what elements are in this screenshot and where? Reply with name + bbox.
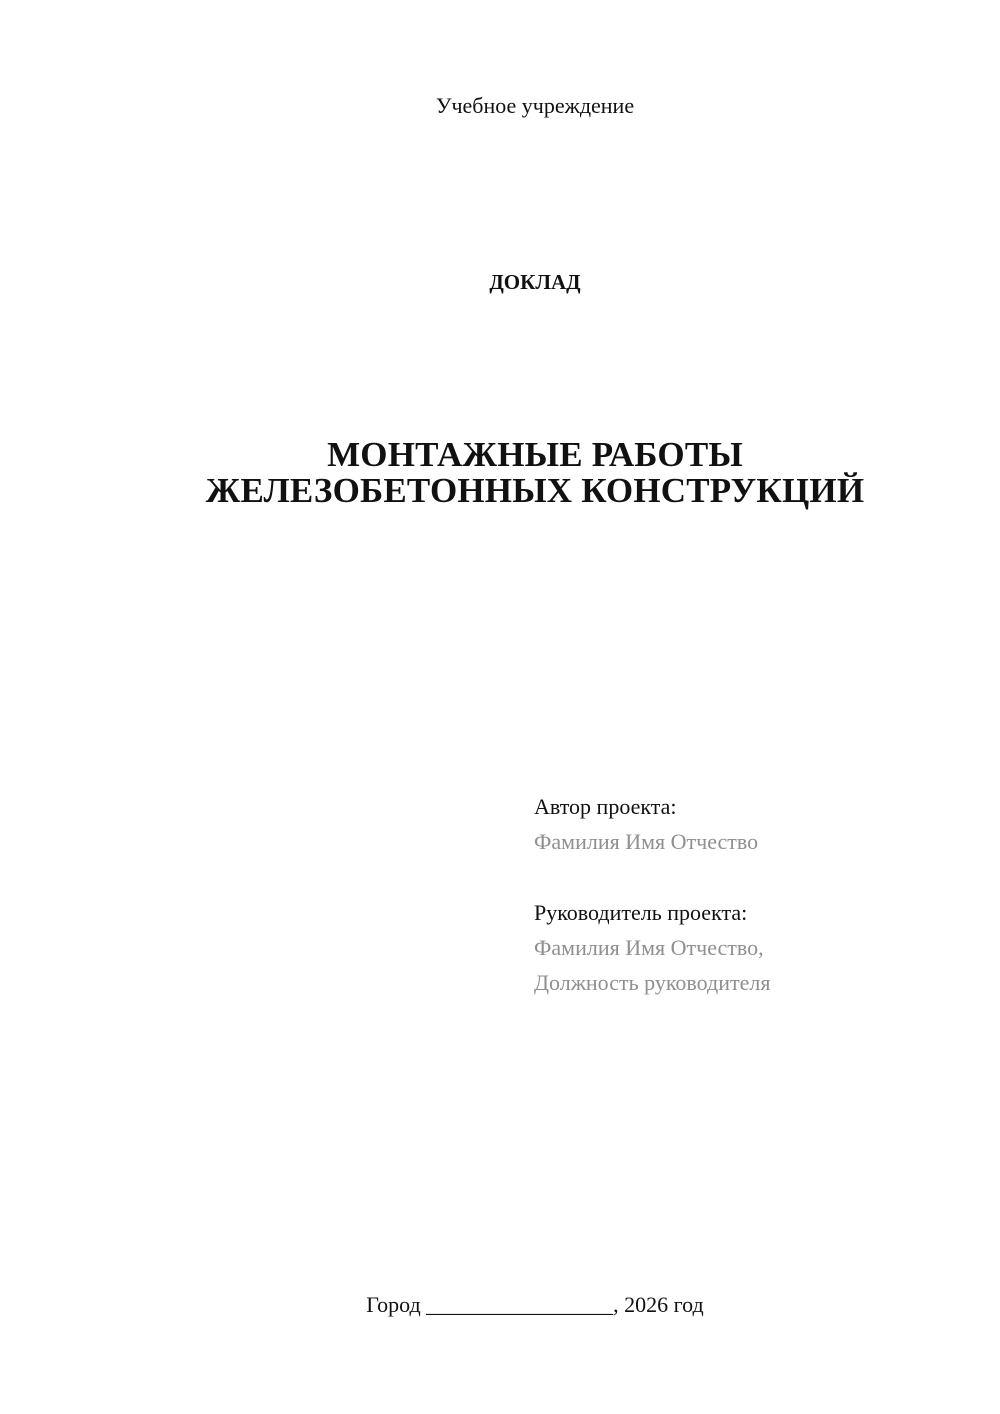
document-type: ДОКЛАД bbox=[489, 270, 581, 294]
supervisor-position: Должность руководителя bbox=[534, 970, 771, 995]
project-info bbox=[534, 789, 974, 1000]
author-label: Автор проекта: bbox=[534, 794, 677, 819]
institution-name: Учебное учреждение bbox=[435, 93, 635, 118]
info-spacer bbox=[534, 859, 974, 895]
title-line-2: ЖЕЛЕЗОБЕТОННЫХ КОНСТРУКЦИЙ bbox=[205, 471, 865, 510]
city-year-line: Город _________________, 2026 год bbox=[366, 1292, 704, 1317]
document-title bbox=[0, 437, 1000, 509]
title-line-1: МОНТАЖНЫЕ РАБОТЫ bbox=[327, 435, 743, 474]
author-name: Фамилия Имя Отчество bbox=[534, 829, 759, 854]
supervisor-name: Фамилия Имя Отчество, bbox=[534, 935, 764, 960]
supervisor-label: Руководитель проекта: bbox=[534, 900, 748, 925]
